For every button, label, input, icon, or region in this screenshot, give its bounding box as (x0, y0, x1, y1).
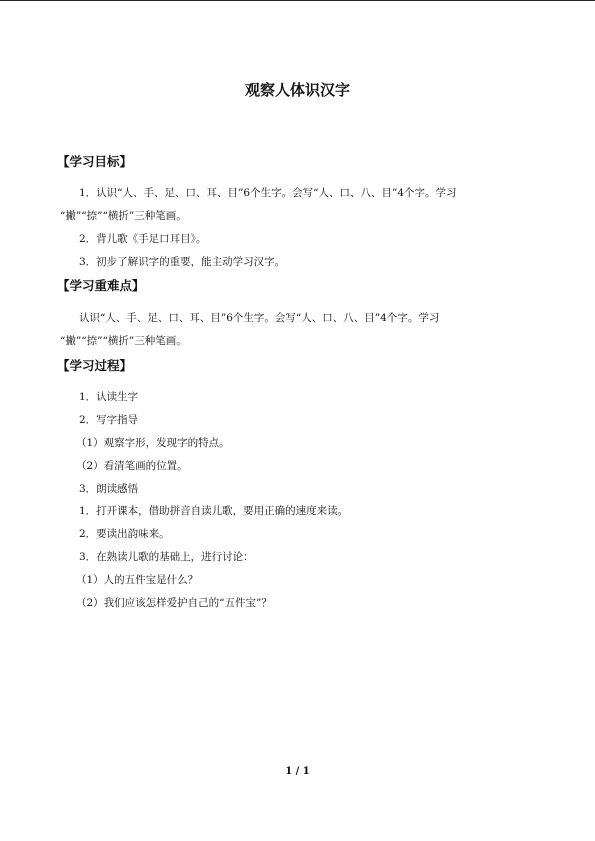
section-heading-key-points: 【学习重难点】 (57, 278, 145, 293)
top-rule (0, 0, 595, 1)
objectives-line-2: “撇”“捺”“横折”三种笔画。 (60, 210, 187, 222)
process-line-7: 2．要读出韵味来。 (79, 528, 170, 540)
process-line-8: 3．在熟读儿歌的基础上，进行讨论： (79, 551, 254, 563)
key-points-line-1: 认识“人、手、足、口、耳、目”6个生字。会写“人、口、八、目”4个字。学习 (79, 312, 440, 324)
process-line-6: 1．打开课本，借助拼音自读儿歌，要用正确的速度来读。 (79, 505, 349, 517)
key-points-line-2: “撇”“捺”“横折”三种笔画。 (60, 335, 187, 347)
process-line-2: 2．写字指导 (79, 414, 139, 426)
process-line-10: （2）我们应该怎样爱护自己的“五件宝”？ (76, 597, 272, 609)
process-line-1: 1．认读生字 (79, 391, 139, 403)
process-line-9: （1）人的五件宝是什么？ (76, 574, 199, 586)
process-line-3: （1）观察字形，发现字的特点。 (76, 437, 230, 449)
section-heading-objectives: 【学习目标】 (57, 154, 133, 169)
document-title: 观察人体识汉字 (244, 81, 350, 99)
objectives-line-1: 1．认识“人、手、足、口、耳、目”6个生字。会写“人、口、八、目”4个字。学习 (79, 187, 457, 199)
objectives-line-4: 3．初步了解识字的重要，能主动学习汉字。 (79, 256, 286, 268)
page-number: 1 / 1 (285, 766, 310, 777)
process-line-5: 3．朗读感悟 (79, 483, 139, 495)
section-heading-process: 【学习过程】 (57, 358, 133, 373)
objectives-line-3: 2．背儿歌《手足口耳目》。 (79, 233, 207, 245)
process-line-4: （2）看清笔画的位置。 (76, 460, 188, 472)
